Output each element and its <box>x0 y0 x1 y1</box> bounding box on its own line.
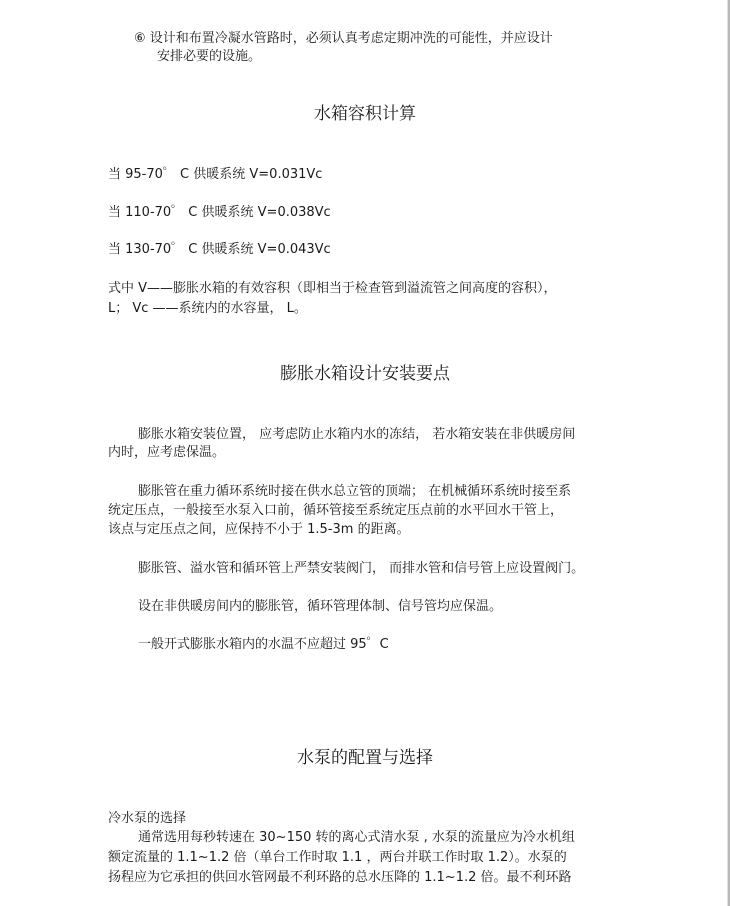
paragraph-2-line-3: 该点与定压点之间，应保持不小于 1.5-3m 的距离。 <box>108 522 410 537</box>
pump-paragraph-line-2: 额定流量的 1.1~1.2 倍（单台工作时取 1.1 ，两台并联工作时取 1.2）。水泵的 <box>108 850 567 865</box>
paragraph-1-line-1: 膨胀水箱安装位置， 应考虑防止水箱内水的冻结， 若水箱安装在非供暖房间 <box>138 427 576 442</box>
paragraph-2-line-2: 统定压点，一般接至水泵入口前，循环管接至系统定压点前的水平回水干管上， <box>108 503 564 518</box>
formula-line-2: 当 110-70゜ C 供暖系统 V=0.038Vc <box>108 205 331 220</box>
section-title-expansion-tank: 膨胀水箱设计安装要点 <box>280 364 450 384</box>
formula-note-line-2: L； Vc ——系统内的水容量， L。 <box>108 301 307 316</box>
paragraph-1-line-2: 内时，应考虑保温。 <box>108 445 226 460</box>
pump-paragraph-line-1: 通常选用每秒转速在 30~150 转的离心式清水泵 , 水泵的流量应为冷水机组 <box>138 830 575 845</box>
intro-line-2: 安排必要的设施。 <box>157 49 262 64</box>
paragraph-2-line-1: 膨胀管在重力循环系统时接在供水总立管的顶端； 在机械循环系统时接至系 <box>138 484 572 499</box>
intro-line-1: ⑥ 设计和布置冷凝水管路时，必须认真考虑定期冲洗的可能性，并应设计 <box>134 31 553 46</box>
pump-paragraph-line-3: 扬程应为它承担的供回水管网最不利环路的总水压降的 1.1~1.2 倍。最不利环路 <box>108 870 572 885</box>
section-title-tank-volume: 水箱容积计算 <box>314 104 416 124</box>
paragraph-5: 一般开式膨胀水箱内的水温不应超过 95゜C <box>138 637 389 652</box>
formula-note-line-1: 式中 V——膨胀水箱的有效容积（即相当于检查管到溢流管之间高度的容积）， <box>108 281 557 296</box>
subsection-title-chilled-water-pump: 冷水泵的选择 <box>108 811 187 826</box>
paragraph-3: 膨胀管、溢水管和循环管上严禁安装阀门， 而排水管和信号管上应设置阀门。 <box>138 561 585 576</box>
formula-line-1: 当 95-70゜ C 供暖系统 V=0.031Vc <box>108 167 323 182</box>
paragraph-4: 设在非供暖房间内的膨胀管，循环管理体制、信号管均应保温。 <box>138 599 503 614</box>
section-title-pump-selection: 水泵的配置与选择 <box>297 748 433 768</box>
formula-line-3: 当 130-70゜ C 供暖系统 V=0.043Vc <box>108 242 331 257</box>
